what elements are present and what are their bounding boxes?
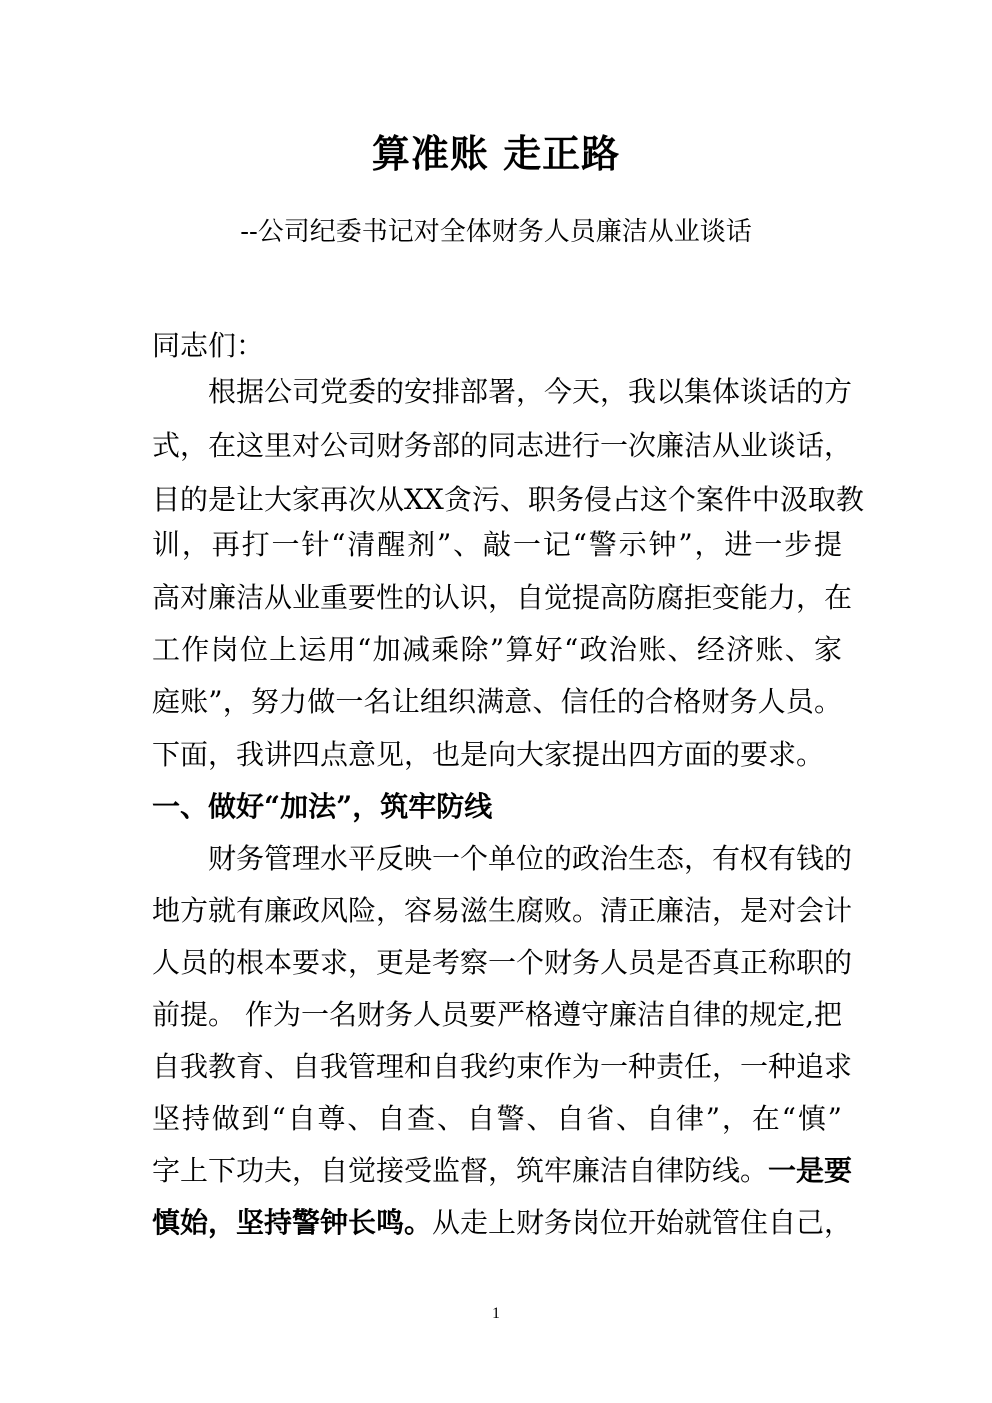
paragraph-line: 下面，我讲四点意见，也是向大家提出四方面的要求。 bbox=[152, 738, 825, 771]
paragraph-line: 坚持做到“自尊、自查、自警、自省、自律”，在“慎” bbox=[152, 1102, 842, 1135]
document-title: 算准账 走正路 bbox=[371, 131, 621, 176]
paragraph-line: 地方就有廉政风险，容易滋生腐败。清正廉洁，是对会计 bbox=[152, 894, 853, 927]
paragraph-line: 高对廉洁从业重要性的认识，自觉提高防腐拒变能力，在 bbox=[152, 581, 853, 614]
paragraph-line: 根据公司党委的安排部署，今天，我以集体谈话的方 bbox=[208, 375, 853, 408]
paragraph-line: 前提。 作为一名财务人员要严格遵守廉洁自律的规定,把 bbox=[152, 998, 842, 1031]
page-number: 1 bbox=[492, 1305, 500, 1322]
paragraph-line: 自我教育、自我管理和自我约束作为一种责任，一种追求 bbox=[152, 1050, 853, 1083]
paragraph-line: 财务管理水平反映一个单位的政治生态，有权有钱的 bbox=[208, 842, 853, 875]
paragraph-text: 从走上财务岗位开始就管住自己， bbox=[432, 1206, 853, 1239]
paragraph-line bbox=[152, 1196, 853, 1250]
paragraph-line bbox=[152, 1144, 853, 1198]
paragraph-line: 庭账”，努力做一名让组织满意、信任的合格财务人员。 bbox=[152, 685, 842, 718]
paragraph-text: 字上下功夫，自觉接受监督，筑牢廉洁自律防线。 bbox=[152, 1154, 769, 1187]
salutation: 同志们： bbox=[152, 329, 265, 362]
emphasis-text: 慎始，坚持警钟长鸣。 bbox=[152, 1206, 433, 1239]
paragraph-line: 人员的根本要求，更是考察一个财务人员是否真正称职的 bbox=[152, 946, 853, 979]
paragraph-line: 目的是让大家再次从XX贪污、职务侵占这个案件中汲取教 bbox=[152, 483, 864, 516]
document-subtitle: --公司纪委书记对全体财务人员廉洁从业谈话 bbox=[240, 217, 752, 247]
paragraph-line: 工作岗位上运用“加减乘除”算好“政治账、经济账、家 bbox=[152, 633, 842, 666]
section-heading: 一、做好“加法”，筑牢防线 bbox=[152, 790, 493, 823]
paragraph-line: 训，再打一针“清醒剂”、敲一记“警示钟”，进一步提 bbox=[152, 528, 842, 561]
emphasis-text: 一是要 bbox=[768, 1154, 853, 1187]
paragraph-line: 式，在这里对公司财务部的同志进行一次廉洁从业谈话， bbox=[152, 429, 853, 462]
